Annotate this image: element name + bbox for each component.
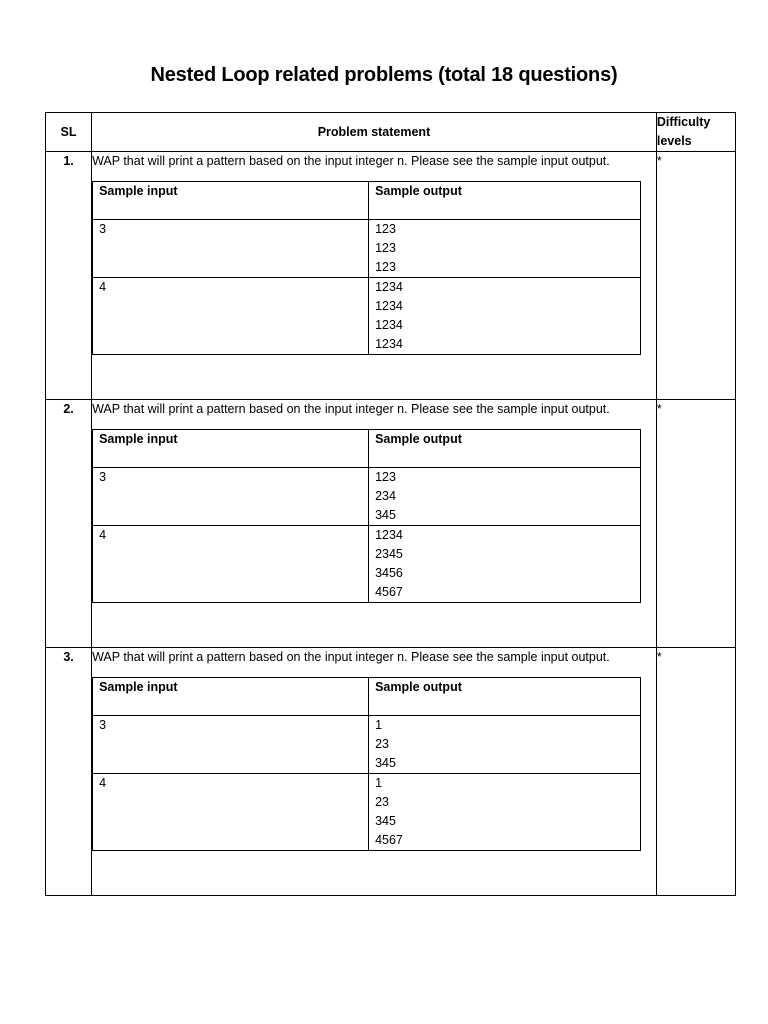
header-row — [46, 113, 736, 152]
sample-output-line: 23 — [375, 737, 389, 751]
sample-output-line: 1234 — [375, 299, 403, 313]
sample-output-line: 345 — [375, 756, 396, 770]
sample-output-line: 123 — [375, 260, 396, 274]
sample-input: 3 — [93, 220, 369, 278]
sample-output-line: 3456 — [375, 566, 403, 580]
sample-output — [369, 716, 641, 774]
difficulty-level: * — [656, 400, 735, 648]
sample-output-line: 1234 — [375, 318, 403, 332]
problem-row — [46, 648, 736, 896]
sample-row — [93, 278, 641, 355]
problem-row — [46, 152, 736, 400]
sample-output — [369, 774, 641, 851]
problem-statement-cell — [92, 152, 657, 400]
sample-input: 3 — [93, 468, 369, 526]
sample-input-header: Sample input — [93, 678, 369, 716]
sample-row — [93, 774, 641, 851]
problem-statement: WAP that will print a pattern based on the input integer n. Please see the sample input output. — [92, 154, 610, 168]
sample-row — [93, 716, 641, 774]
problems-body — [46, 152, 736, 896]
sample-output-header: Sample output — [369, 678, 641, 716]
problem-statement: WAP that will print a pattern based on the input integer n. Please see the sample input output. — [92, 402, 610, 416]
problem-statement-cell — [92, 400, 657, 648]
sample-output-line: 4567 — [375, 585, 403, 599]
sample-output-line: 1 — [375, 776, 383, 790]
problems-table — [45, 112, 736, 896]
sample-input: 4 — [93, 526, 369, 603]
sample-input: 4 — [93, 774, 369, 851]
sample-table — [92, 677, 641, 851]
header-sl: SL — [46, 113, 92, 152]
sample-row — [93, 220, 641, 278]
problem-number: 1. — [46, 152, 92, 400]
problem-number: 3. — [46, 648, 92, 896]
sample-output — [369, 468, 641, 526]
sample-output-line: 4567 — [375, 833, 403, 847]
sample-input: 4 — [93, 278, 369, 355]
sample-output-header: Sample output — [369, 430, 641, 468]
header-difficulty: Difficulty levels — [656, 113, 735, 152]
sample-output — [369, 278, 641, 355]
sample-output-line: 234 — [375, 489, 396, 503]
sample-input-header: Sample input — [93, 182, 369, 220]
sample-output — [369, 526, 641, 603]
header-statement: Problem statement — [92, 113, 657, 152]
sample-output-line: 345 — [375, 508, 396, 522]
sample-output — [369, 220, 641, 278]
sample-output-line: 1234 — [375, 337, 403, 351]
sample-row — [93, 468, 641, 526]
sample-header-row — [93, 678, 641, 716]
sample-output-line: 345 — [375, 814, 396, 828]
sample-output-header: Sample output — [369, 182, 641, 220]
sample-output-line: 1234 — [375, 280, 403, 294]
sample-header-row — [93, 182, 641, 220]
difficulty-level: * — [656, 152, 735, 400]
sample-output-line: 123 — [375, 241, 396, 255]
problem-row — [46, 400, 736, 648]
sample-table — [92, 181, 641, 355]
sample-table — [92, 429, 641, 603]
sample-output-line: 2345 — [375, 547, 403, 561]
sample-output-line: 1234 — [375, 528, 403, 542]
sample-output-line: 123 — [375, 222, 396, 236]
sample-input-header: Sample input — [93, 430, 369, 468]
sample-input: 3 — [93, 716, 369, 774]
sample-output-line: 23 — [375, 795, 389, 809]
page-title: Nested Loop related problems (total 18 questions) — [150, 64, 618, 86]
problem-number: 2. — [46, 400, 92, 648]
problem-statement-cell — [92, 648, 657, 896]
sample-header-row — [93, 430, 641, 468]
sample-output-line: 1 — [375, 718, 383, 732]
difficulty-level: * — [656, 648, 735, 896]
sample-row — [93, 526, 641, 603]
problem-statement: WAP that will print a pattern based on the input integer n. Please see the sample input output. — [92, 650, 610, 664]
sample-output-line: 123 — [375, 470, 396, 484]
